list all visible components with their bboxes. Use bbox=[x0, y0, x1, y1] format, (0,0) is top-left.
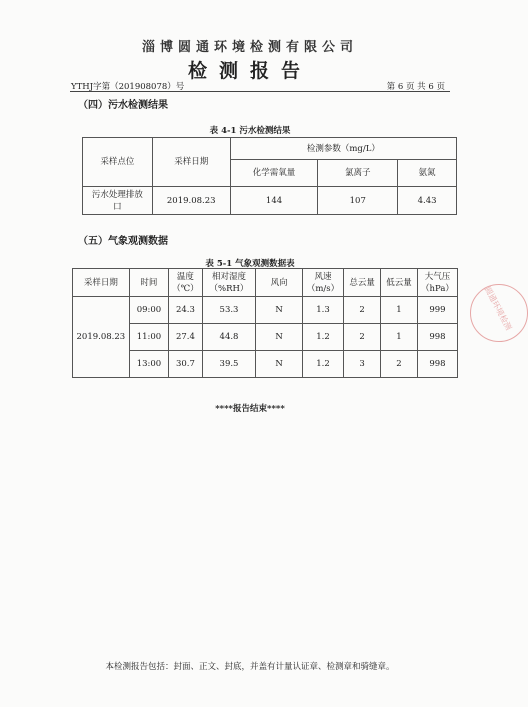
section-heading-weather: （五）气象观测数据 bbox=[78, 236, 168, 247]
header-humidity: 相对湿度（%RH） bbox=[202, 269, 256, 297]
cell-pressure: 998 bbox=[417, 351, 457, 378]
cell-humidity: 39.5 bbox=[202, 351, 256, 378]
header-site: 采样点位 bbox=[83, 138, 153, 187]
header-wind-speed: 风速（m/s） bbox=[302, 269, 343, 297]
cell-wind-direction: N bbox=[256, 324, 303, 351]
cell-low-cloud: 1 bbox=[381, 324, 418, 351]
page-info: 第 6 页 共 6 页 bbox=[386, 82, 445, 92]
stamp-text: 圆通环境检测 bbox=[482, 285, 514, 332]
cell-chloride: 107 bbox=[318, 187, 398, 215]
cell-total-cloud: 2 bbox=[344, 297, 381, 324]
cell-site: 污水处理排放口 bbox=[83, 187, 153, 215]
cell-humidity: 44.8 bbox=[202, 324, 256, 351]
cell-total-cloud: 2 bbox=[344, 324, 381, 351]
footer-note: 本检测报告包括：封面、正文、封底，并盖有计量认证章、检测章和骑缝章。 bbox=[105, 662, 395, 672]
header-pressure: 大气压（hPa） bbox=[417, 269, 457, 297]
cell-low-cloud: 2 bbox=[381, 351, 418, 378]
cell-temperature: 27.4 bbox=[169, 324, 203, 351]
cell-time: 13:00 bbox=[129, 351, 168, 378]
cell-cod: 144 bbox=[230, 187, 318, 215]
report-number: YTHJ字第（201908078）号 bbox=[71, 82, 185, 92]
document-title: 检测报告 bbox=[187, 60, 312, 82]
cell-temperature: 30.7 bbox=[169, 351, 203, 378]
header-date: 采样日期 bbox=[73, 269, 130, 297]
header-divider bbox=[70, 91, 450, 92]
header-cod: 化学需氧量 bbox=[230, 160, 318, 187]
cell-pressure: 999 bbox=[417, 297, 457, 324]
cell-wind-direction: N bbox=[256, 297, 303, 324]
cell-humidity: 53.3 bbox=[202, 297, 256, 324]
header-total-cloud: 总云量 bbox=[344, 269, 381, 297]
header-ammonia: 氨氮 bbox=[398, 160, 457, 187]
cell-pressure: 998 bbox=[417, 324, 457, 351]
cell-total-cloud: 3 bbox=[344, 351, 381, 378]
header-params: 检测参数（mg/L） bbox=[230, 138, 456, 160]
wastewater-results-table bbox=[82, 137, 457, 215]
company-name: 淄博圆通环境检测有限公司 bbox=[141, 40, 358, 55]
header-temperature: 温度（℃） bbox=[169, 269, 203, 297]
cell-date: 2019.08.23 bbox=[152, 187, 230, 215]
header-chloride: 氯离子 bbox=[318, 160, 398, 187]
cell-low-cloud: 1 bbox=[381, 297, 418, 324]
header-wind-direction: 风向 bbox=[256, 269, 303, 297]
section-heading-wastewater: （四）污水检测结果 bbox=[78, 100, 168, 111]
header-date: 采样日期 bbox=[152, 138, 230, 187]
table-caption-weather: 表 5-1 气象观测数据表 bbox=[205, 259, 295, 269]
table-caption-wastewater: 表 4-1 污水检测结果 bbox=[209, 126, 291, 136]
cell-wind-speed: 1.2 bbox=[302, 351, 343, 378]
cell-ammonia: 4.43 bbox=[398, 187, 457, 215]
weather-data-table bbox=[72, 268, 458, 378]
cell-date: 2019.08.23 bbox=[73, 297, 130, 378]
cell-wind-speed: 1.3 bbox=[302, 297, 343, 324]
cell-temperature: 24.3 bbox=[169, 297, 203, 324]
cell-wind-direction: N bbox=[256, 351, 303, 378]
cell-time: 09:00 bbox=[129, 297, 168, 324]
header-low-cloud: 低云量 bbox=[381, 269, 418, 297]
partial-seam-stamp bbox=[470, 284, 528, 342]
header-time: 时间 bbox=[129, 269, 168, 297]
cell-wind-speed: 1.2 bbox=[302, 324, 343, 351]
report-end-mark: ****报告结束**** bbox=[215, 404, 285, 414]
cell-time: 11:00 bbox=[129, 324, 168, 351]
